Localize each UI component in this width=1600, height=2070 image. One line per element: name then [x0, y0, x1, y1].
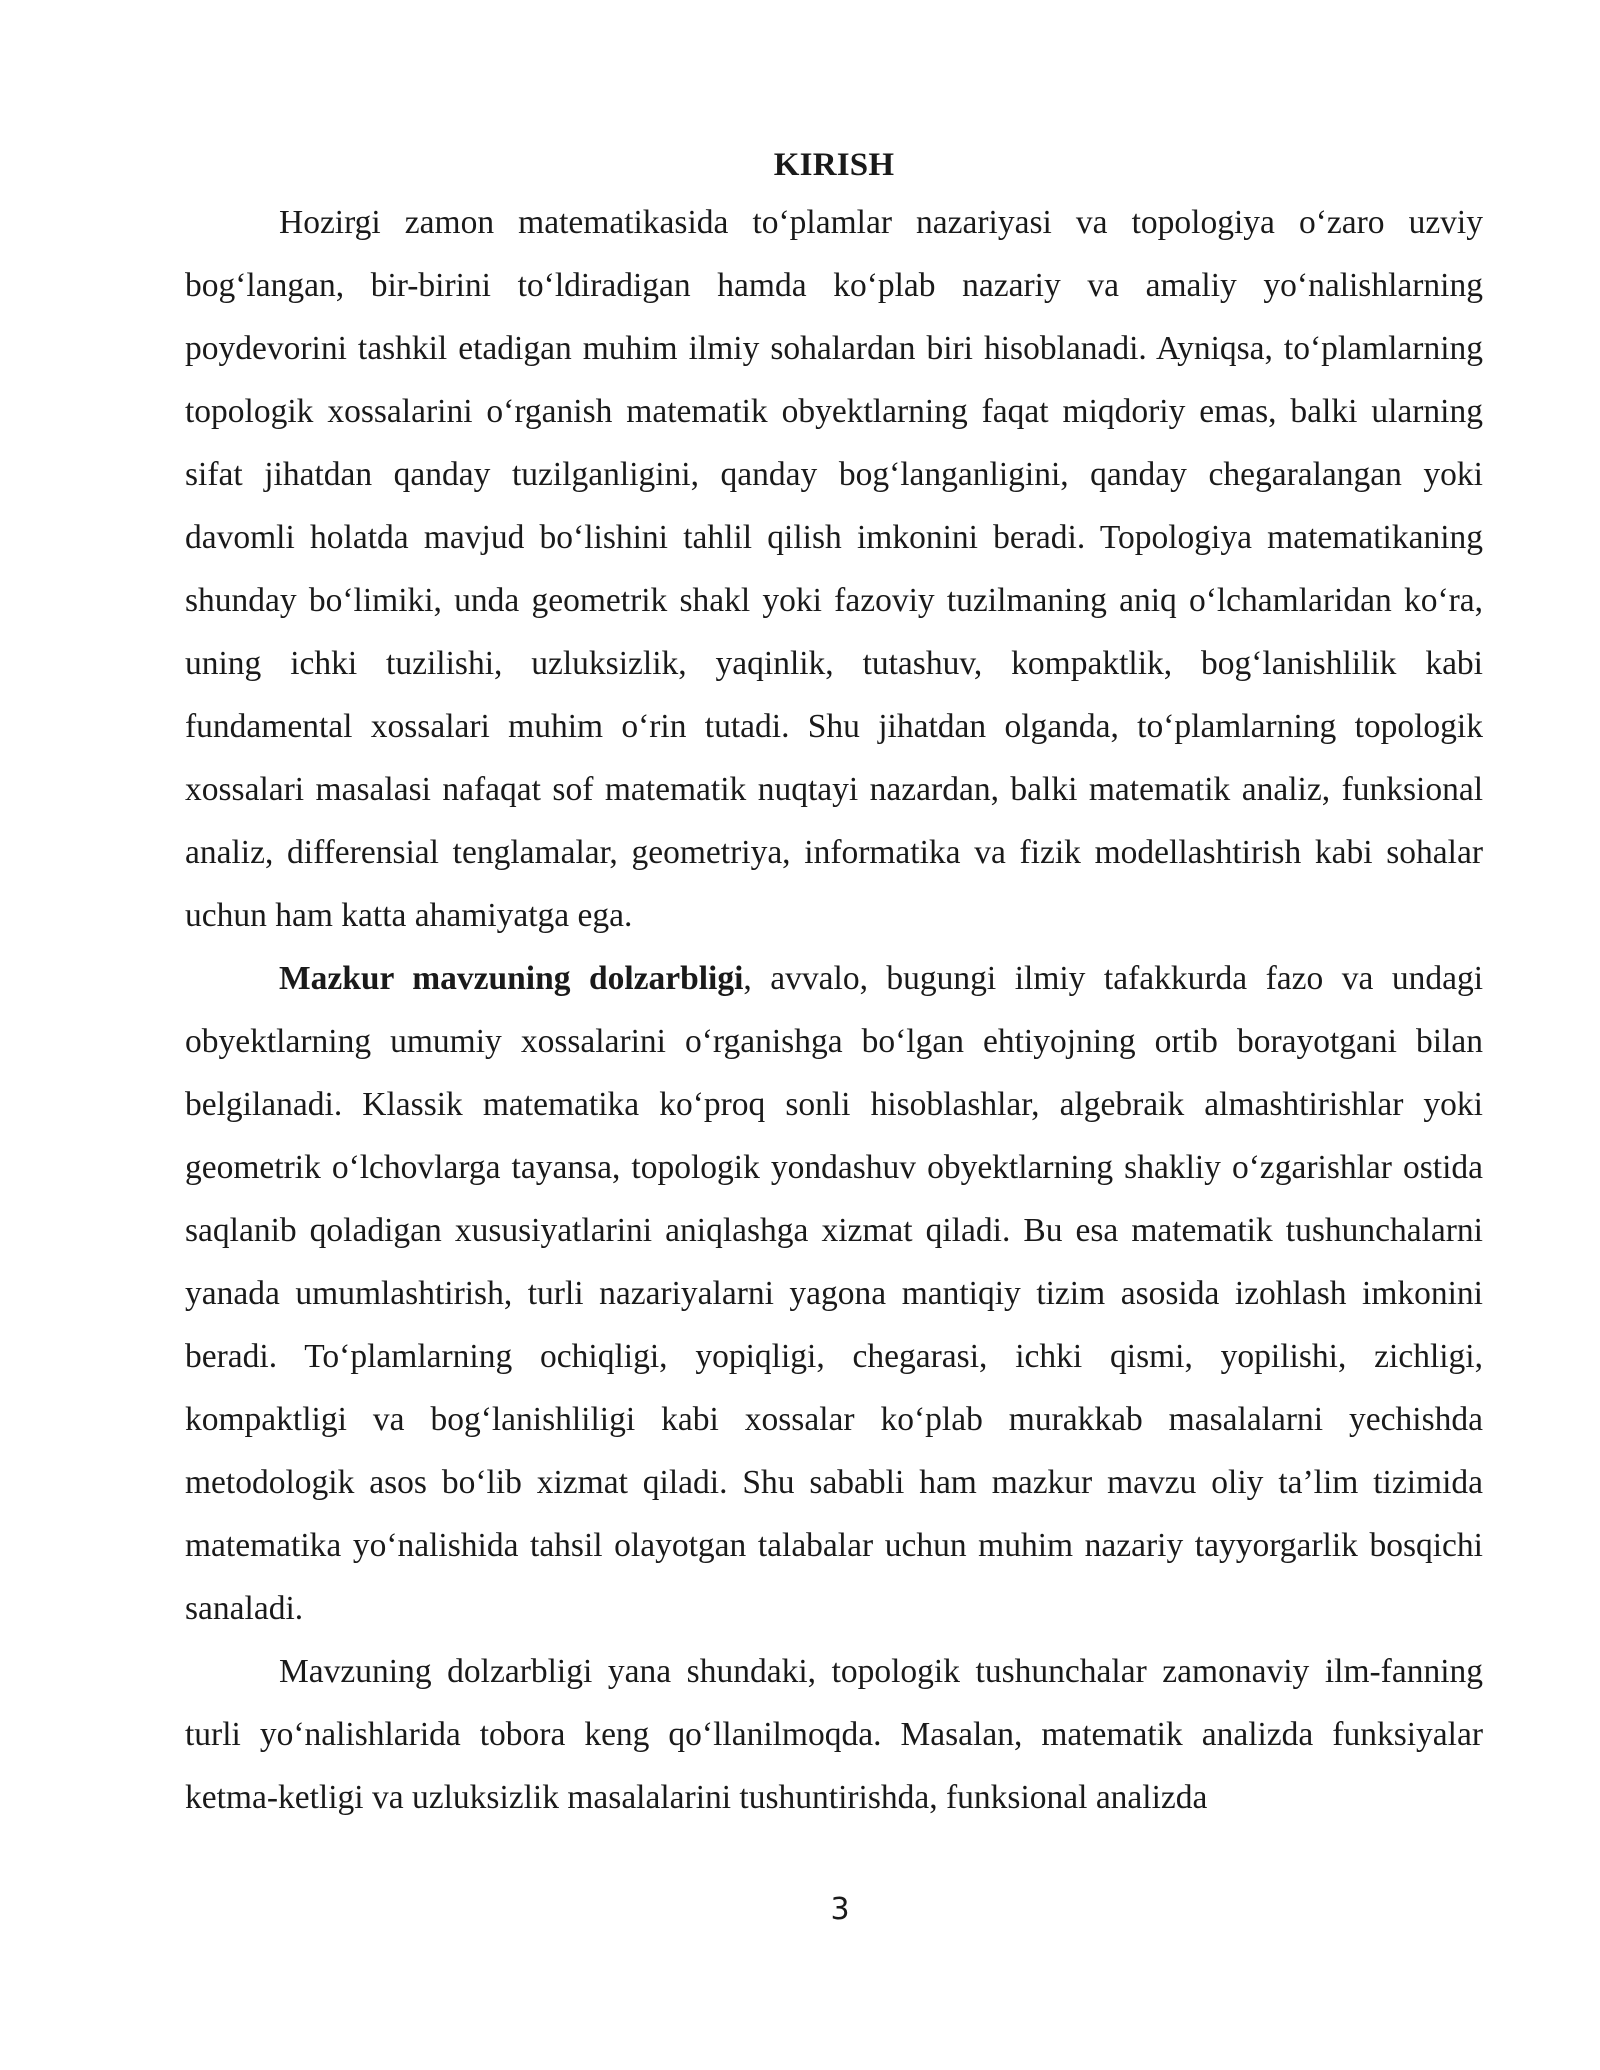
- paragraph-intro: [185, 191, 1483, 947]
- relevance-lead-bold: Mazkur mavzuning dolzarbligi: [279, 960, 744, 997]
- paragraph-relevance-text: , avvalo, bugungi ilmiy tafakkurda fazo va undagi obyektlarning umumiy xossalarini o‘rganishga bo‘lgan ehtiyojning ortib borayotgani bilan belgilanadi. Klassik matematika ko‘proq sonli hisoblashlar, algebraik almashtirishlar yoki geometrik o‘lchovlarga tayansa, topologik yondashuv obyektlarning shakliy o‘zgarishlar ostida saqlanib qoladigan xususiyatlarini aniqlashga xizmat qiladi. Bu esa matematik tushunchalarni yanada umumlashtirish, turli nazariyalarni yagona mantiqiy tizim asosida izohlash imkonini beradi. To‘plamlarning ochiqligi, yopiqligi, chegarasi, ichki qismi, yopilishi, zichligi, kompaktligi va bog‘lanishliligi kabi xossalar ko‘plab murakkab masalalarni yechishda metodologik asos bo‘lib xizmat qiladi. Shu sababli ham mazkur mavzu oliy ta’lim tizimida matematika yo‘nalishida tahsil olayotgan talabalar uchun muhim nazariy tayyorgarlik bosqichi sanaladi.: [185, 960, 1483, 1627]
- paragraph-applications-text: Mavzuning dolzarbligi yana shundaki, topologik tushunchalar zamonaviy ilm-fanning turli yo‘nalishlarida tobora keng qo‘llanilmoqda. Masalan, matematik analizda funksiyalar ketma-ketligi va uzluksizlik masalalarini tushuntirishda, funksional analizda: [185, 1653, 1483, 1816]
- page-content: [185, 145, 1483, 1829]
- paragraph-intro-text: Hozirgi zamon matematikasida to‘plamlar nazariyasi va topologiya o‘zaro uzviy bog‘langan, bir-birini to‘ldiradigan hamda ko‘plab nazariy va amaliy yo‘nalishlarning poydevorini tashkil etadigan muhim ilmiy sohalardan biri hisoblanadi. Ayniqsa, to‘plamlarning topologik xossalarini o‘rganish matematik obyektlarning faqat miqdoriy emas, balki ularning sifat jihatdan qanday tuzilganligini, qanday bog‘langanligini, qanday chegaralangan yoki davomli holatda mavjud bo‘lishini tahlil qilish imkonini beradi. Topologiya matematikaning shunday bo‘limiki, unda geometrik shakl yoki fazoviy tuzilmaning aniq o‘lchamlaridan ko‘ra, uning ichki tuzilishi, uzluksizlik, yaqinlik, tutashuv, kompaktlik, bog‘lanishlilik kabi fundamental xossalari muhim o‘rin tutadi. Shu jihatdan olganda, to‘plamlarning topologik xossalari masalasi nafaqat sof matematik nuqtayi nazardan, balki matematik analiz, funksional analiz, differensial tenglamalar, geometriya, informatika va fizik modellashtirish kabi sohalar uchun ham katta ahamiyatga ega.: [185, 204, 1483, 934]
- section-heading: KIRISH: [773, 147, 895, 183]
- paragraph-applications: [185, 1640, 1483, 1829]
- page-number: 3: [830, 1892, 850, 1927]
- paragraph-relevance: [185, 947, 1483, 1640]
